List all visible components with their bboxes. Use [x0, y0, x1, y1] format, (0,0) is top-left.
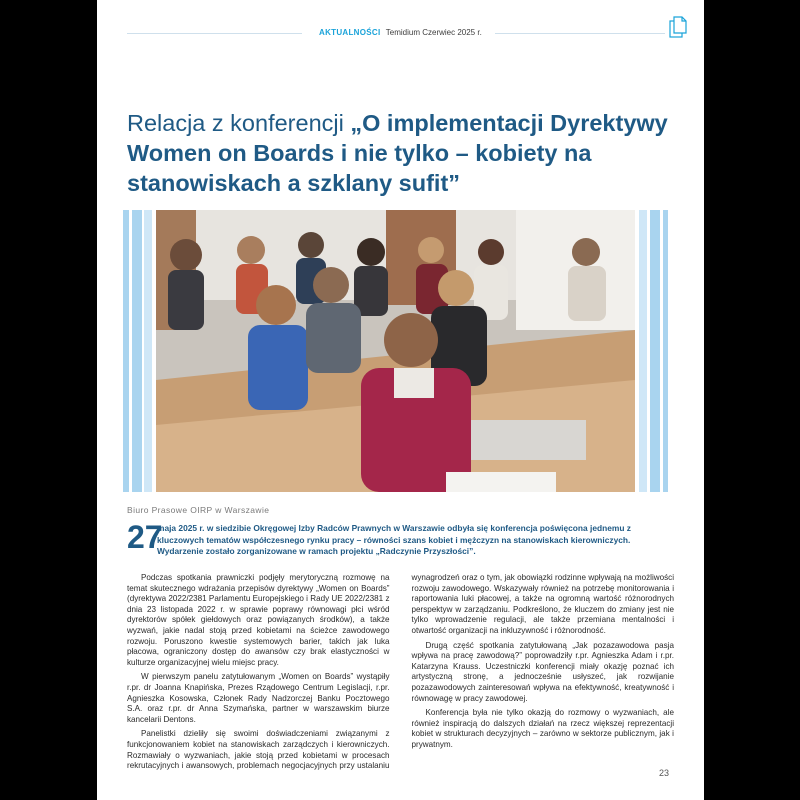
article-body — [127, 573, 674, 773]
body-paragraph: Drugą część spotkania zatytułowaną „Jak pozazawodowa pasja wpływa na pracę zawodową?” poprowadziły r.pr. Agnieszka Adam i r.pr. Katarzyna Krauss. Uczestniczki konferencji miały okazję poznać ich artystyczną stronę, a jednocześnie usłyszeć, jak rozwijanie pozazawodowych zainteresowań wpływa na efektywność, kreatywność i równowagę w pracy zawodowej. — [411, 640, 674, 703]
photo-stripe-left-light — [144, 210, 152, 492]
photo-block — [123, 210, 668, 492]
lead-dropcap: 27 — [127, 519, 163, 555]
photo-caption: Biuro Prasowe OIRP w Warszawie — [127, 505, 270, 515]
article-title — [127, 108, 687, 198]
section-label: AKTUALNOŚCI — [319, 28, 381, 37]
title-light-part: Relacja z konferencji — [127, 110, 351, 136]
body-paragraph: Panelistki dzieliły się swoimi doświadczeniami związanymi z funkcjonowaniem kobiet na stanowiskach zarządczych i kierowniczych. Rozmawiały o wyzwaniach, jakie stoją przed kobietami w procesach rekrutacyjnych i awansowych, problemach negocjacyjnych przy ustalaniu wynagrodzeń oraz o tym, jak obowiązki rodzinne wpływają na możliwości rozwoju zawodowego. Wskazywały również na potrzebę monitorowania i raportowania luki płacowej, a także na ogromną wartość różnorodnych perspektyw w zarządzaniu. Podkreślono, że kluczem do zmiany jest nie tylko wprowadzenie regulacji, ale także przemiana mentalności i otwartość organizacji na inkluzywność i różnorodność. — [127, 573, 674, 771]
photo-stripe-left-inner — [132, 210, 142, 492]
title-bold-part: „O implementacji Dyrektywy Women on Boards i nie tylko – kobiety na stanowiskach a szklany sufit” — [127, 110, 668, 196]
lead-text: maja 2025 r. w siedzibie Okręgowej Izby Radców Prawnych w Warszawie odbyła się konferencja poświęcona jednemu z kluczowych tematów współczesnego rynku pracy – równości szans kobiet i mężczyzn na stanowiskach kierowniczych. Wydarzenie zostało zorganizowane w ramach projektu „Radczynie Przyszłości”. — [157, 523, 631, 556]
issue-label: Temidium Czerwiec 2025 r. — [385, 28, 482, 37]
body-paragraph: Podczas spotkania prawniczki podjęły merytoryczną rozmowę na temat skutecznego wdrażania przepisów dyrektywy „Women on Boards” (dyrektywa 2022/2381 Parlamentu Europejskiego i Rady UE 2022/2381 z dnia 23 listopada 2022 r. w sprawie poprawy równowagi płci wśród dyrektorów spółek giełdowych oraz powiązanych środków), a także wyzwań, jakie nadal stoją przed kobietami na ścieżce zawodowego rozwoju. Poruszono kwestie systemowych barier, takich jak luka płacowa, ograniczony dostęp do awansów czy brak elastyczności w kulturze organizacyjnej wielu miejsc pracy. — [127, 573, 390, 667]
header-rule-left — [127, 33, 302, 34]
page-number: 23 — [659, 768, 670, 778]
body-paragraph: Konferencja była nie tylko okazją do rozmowy o wyzwaniach, ale również inspiracją do dalszych działań na rzecz większej reprezentacji kobiet w strukturach decyzyjnych – zarówno w sektorze publicznym, jak i prywatnym. — [411, 708, 674, 749]
lead-paragraph — [127, 519, 677, 558]
header-rule-right — [495, 33, 665, 34]
photo-stripe-right-inner — [650, 210, 660, 492]
photo-stripe-right-outer — [663, 210, 668, 492]
body-paragraph: W pierwszym panelu zatytułowanym „Women on Boards” wystąpiły r.pr. dr Joanna Knapińska, Prezes Rządowego Centrum Legislacji, r.pr. Agnieszka Kosowska, Członek Rady Nadzorczej Banku Pocztowego S.A. oraz r.pr. dr Anna Szymańska, partner w warszawskim biurze kancelarii Dentons. — [127, 672, 390, 724]
photo-stripe-right-light — [639, 210, 647, 492]
header-text — [319, 28, 482, 37]
photo-stripe-left-outer — [123, 210, 129, 492]
magazine-page — [97, 0, 704, 800]
document-icon — [669, 16, 687, 38]
running-head — [97, 26, 704, 40]
conference-photo — [156, 210, 635, 492]
